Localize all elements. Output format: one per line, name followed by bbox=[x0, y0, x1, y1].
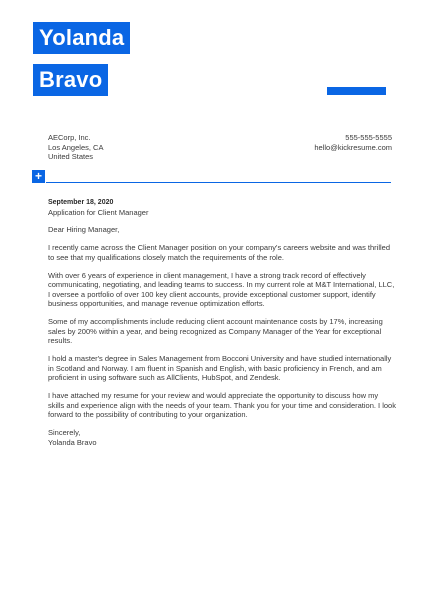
letter-signoff bbox=[48, 428, 396, 447]
phone-number: 555-555-5555 bbox=[345, 133, 392, 142]
letter-paragraph: I hold a master's degree in Sales Management from Bocconi University and have studied internationally in Scotland and Norway. I am fluent in Spanish and English, with basic proficiency in French, and am proficient in using software such as AllClients, HubSpot, and Zendesk. bbox=[48, 354, 392, 382]
contact-info bbox=[314, 133, 392, 152]
accent-bar bbox=[327, 87, 386, 95]
email-address: hello@kickresume.com bbox=[314, 142, 392, 152]
first-name: Yolanda bbox=[33, 22, 130, 54]
letter-date: September 18, 2020 bbox=[48, 199, 114, 206]
letter-body bbox=[48, 198, 396, 447]
sender-city: Los Angeles, CA bbox=[48, 142, 104, 152]
letter-greeting: Dear Hiring Manager, bbox=[48, 225, 120, 234]
sender-company: AECorp, Inc. bbox=[48, 133, 91, 142]
letter-closing: Sincerely, bbox=[48, 428, 81, 437]
letter-subject: Application for Client Manager bbox=[48, 207, 149, 217]
letter-paragraph: With over 6 years of experience in client management, I have a strong track record of effectively communicating, negotiating, and leading teams to success. In my current role at M&T International, LLC, I oversee a portfolio of over 100 key client accounts, provide exceptional customer support, identify business opportunities, and manage revenue optimization efforts. bbox=[48, 270, 395, 308]
letter-paragraph: I have attached my resume for your review and would appreciate the opportunity to discuss how my skills and experience align with the needs of your team. Thank you for your time and consideration. I look forward to the possibility of contributing to your organization. bbox=[48, 391, 396, 419]
plus-icon: + bbox=[32, 170, 45, 183]
section-divider bbox=[46, 182, 391, 183]
letter-signature: Yolanda Bravo bbox=[48, 437, 97, 447]
last-name: Bravo bbox=[33, 64, 108, 96]
sender-address bbox=[48, 133, 103, 162]
letter-paragraph: I recently came across the Client Manager position on your company's careers website and was thrilled to see that my qualifications closely match the requirements of the role. bbox=[48, 243, 391, 262]
sender-country: United States bbox=[48, 152, 94, 161]
letter-paragraph: Some of my accomplishments include reducing client account maintenance costs by 17%, increasing sales by 200% within a year, and being recognized as Company Manager of the Year for exceptional results. bbox=[48, 317, 383, 345]
